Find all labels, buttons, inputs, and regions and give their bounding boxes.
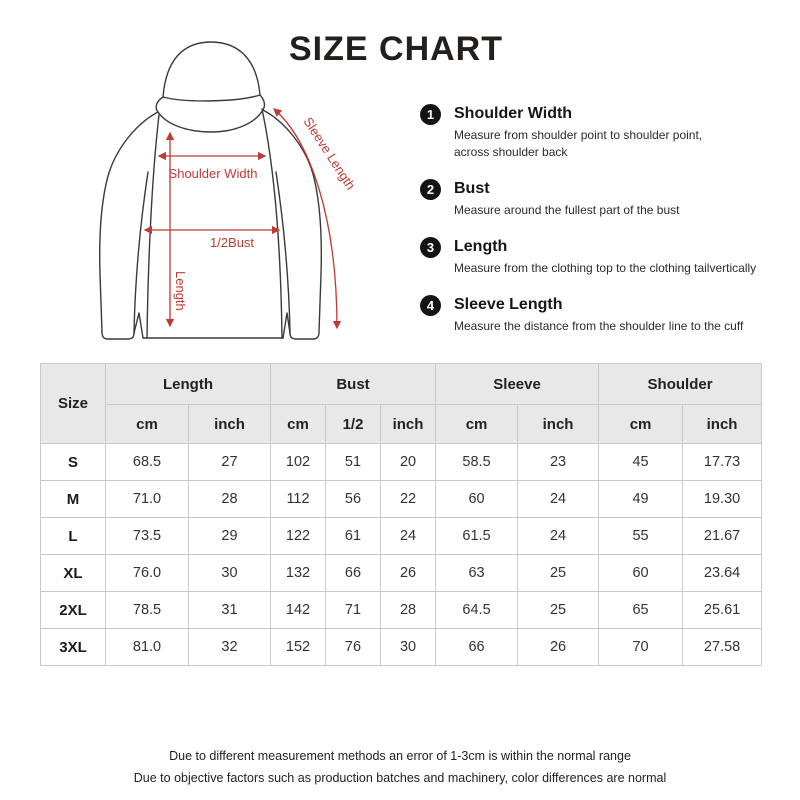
measurement-value-cell: 49 [599,481,683,518]
measurement-value-cell: 24 [518,518,599,555]
legend-item-description [454,260,786,277]
legend-item-shoulder-width [420,103,792,161]
measurement-value-cell: 61 [326,518,381,555]
footer-notes [0,745,800,789]
measurement-value-cell: 55 [599,518,683,555]
footer-note-line: Due to objective factors such as production batches and machinery, color differences are normal [133,771,667,785]
legend-desc-line: Measure from the clothing top to the clothing tailvertically [454,261,757,275]
measurement-value-cell: 17.73 [683,444,762,481]
measurement-value-cell: 20 [381,444,436,481]
measurement-value-cell: 73.5 [106,518,189,555]
measurement-value-cell: 60 [436,481,518,518]
half-bust-label: 1/2Bust [209,235,255,250]
legend-item-length [420,236,792,277]
measurement-value-cell: 152 [271,629,326,666]
legend-item-description [454,202,786,219]
legend-item-title: Sleeve Length [454,296,563,313]
unit-header: cm [271,405,326,444]
measurement-value-cell: 58.5 [436,444,518,481]
legend-number-badge: 2 [420,179,441,200]
measurement-value-cell: 66 [436,629,518,666]
unit-header: cm [436,405,518,444]
length-group-header: Length [106,364,271,405]
measurement-value-cell: 27.58 [683,629,762,666]
measurement-value-cell: 30 [189,555,271,592]
measurement-value-cell: 78.5 [106,592,189,629]
legend-desc-line: across shoulder back [454,145,568,159]
legend-item-title: Bust [454,180,490,197]
measurement-value-cell: 30 [381,629,436,666]
measurement-value-cell: 25 [518,592,599,629]
measurement-value-cell: 81.0 [106,629,189,666]
measurement-legend [420,103,792,352]
measurement-value-cell: 45 [599,444,683,481]
measurement-value-cell: 112 [271,481,326,518]
measurement-value-cell: 25 [518,555,599,592]
measurement-value-cell: 56 [326,481,381,518]
size-label-cell: M [41,481,106,518]
legend-number-badge: 1 [420,104,441,125]
sleeve-length-label: Sleeve Length [300,114,359,193]
legend-item-title: Shoulder Width [454,105,573,122]
measurement-value-cell: 32 [189,629,271,666]
hood-fold-path [163,95,260,101]
measurement-value-cell: 31 [189,592,271,629]
measurement-value-cell: 122 [271,518,326,555]
legend-item-description [454,318,786,335]
measurement-value-cell: 61.5 [436,518,518,555]
measurement-value-cell: 65 [599,592,683,629]
measurement-value-cell: 29 [189,518,271,555]
measurement-value-cell: 24 [518,481,599,518]
measurement-value-cell: 63 [436,555,518,592]
sleeve-group-header: Sleeve [436,364,599,405]
measurement-value-cell: 60 [599,555,683,592]
measurement-value-cell: 27 [189,444,271,481]
table-row [41,481,762,518]
measurement-value-cell: 23.64 [683,555,762,592]
legend-number-badge: 4 [420,295,441,316]
bust-group-header: Bust [271,364,436,405]
shoulder-width-label: Shoulder Width [168,166,258,181]
measurement-value-cell: 102 [271,444,326,481]
measurement-value-cell: 76 [326,629,381,666]
table-row [41,555,762,592]
measurement-value-cell: 132 [271,555,326,592]
size-table-body [41,444,762,666]
unit-header: inch [189,405,271,444]
body-right-path [262,109,282,338]
measurement-value-cell: 23 [518,444,599,481]
measurement-value-cell: 25.61 [683,592,762,629]
measurement-value-cell: 28 [381,592,436,629]
legend-desc-line: Measure from shoulder point to shoulder point, [454,128,703,142]
footer-note-line: Due to different measurement methods an error of 1-3cm is within the normal range [169,749,631,763]
legend-item-sleeve-length [420,294,792,335]
measurement-value-cell: 24 [381,518,436,555]
measurement-annotations [145,109,358,328]
size-label-cell: L [41,518,106,555]
unit-header: inch [381,405,436,444]
measurement-value-cell: 66 [326,555,381,592]
hood-path [163,42,260,97]
legend-item-bust [420,178,792,219]
left-sleeve-inner-path [134,172,148,333]
left-sleeve-path [100,112,158,339]
legend-item-description [454,127,786,161]
measurement-value-cell: 71.0 [106,481,189,518]
measurement-value-cell: 28 [189,481,271,518]
left-hem-notch-path [134,313,143,338]
right-sleeve-inner-path [276,172,290,333]
legend-number-badge: 3 [420,237,441,258]
size-column-header: Size [41,364,106,444]
measurement-value-cell: 64.5 [436,592,518,629]
body-left-path [147,115,159,338]
measurement-value-cell: 68.5 [106,444,189,481]
unit-header: cm [106,405,189,444]
table-header-row-groups [41,364,762,405]
unit-header: 1/2 [326,405,381,444]
table-row [41,592,762,629]
unit-header: inch [518,405,599,444]
table-row [41,444,762,481]
page-title: SIZE CHART [289,30,503,68]
right-sleeve-path [263,110,321,339]
measurement-value-cell: 71 [326,592,381,629]
length-label: Length [173,271,188,311]
unit-header: cm [599,405,683,444]
size-label-cell: S [41,444,106,481]
table-header-row-units [41,405,762,444]
measurement-value-cell: 19.30 [683,481,762,518]
size-table-container [40,363,762,666]
shoulder-group-header: Shoulder [599,364,762,405]
measurement-value-cell: 51 [326,444,381,481]
hoodie-outline [100,42,322,339]
legend-desc-line: Measure around the fullest part of the bust [454,203,680,217]
table-row [41,518,762,555]
measurement-value-cell: 21.67 [683,518,762,555]
measurement-value-cell: 76.0 [106,555,189,592]
legend-desc-line: Measure the distance from the shoulder line to the cuff [454,319,744,333]
unit-header: inch [683,405,762,444]
size-label-cell: 3XL [41,629,106,666]
legend-item-title: Length [454,238,508,255]
measurement-value-cell: 26 [381,555,436,592]
measurement-value-cell: 70 [599,629,683,666]
measurement-value-cell: 22 [381,481,436,518]
size-label-cell: XL [41,555,106,592]
table-row [41,629,762,666]
size-table [40,363,762,666]
size-label-cell: 2XL [41,592,106,629]
measurement-value-cell: 26 [518,629,599,666]
measurement-value-cell: 142 [271,592,326,629]
